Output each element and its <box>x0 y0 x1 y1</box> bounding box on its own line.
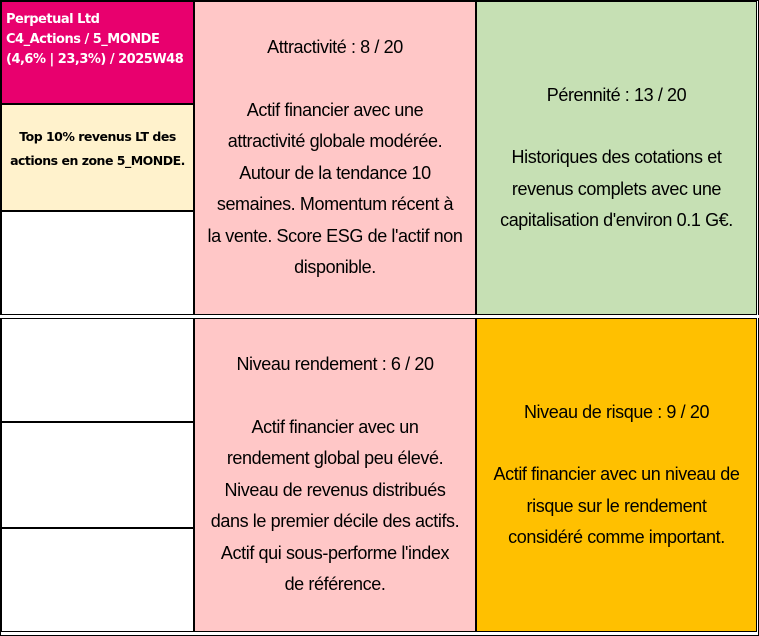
rendement-panel <box>194 318 476 632</box>
risque-heading: Niveau de risque : 9 / 20 <box>523 401 710 422</box>
attractivite-line: la vente. Score ESG de l'actif non <box>207 225 463 246</box>
attractivite-line: disponible. <box>294 257 376 278</box>
asset-title-block <box>1 1 194 104</box>
attractivite-line: attractivité globale modérée. <box>227 131 443 152</box>
rendement-line: dans le premier décile des actifs. <box>210 511 460 532</box>
perennite-line: Historiques des cotations et <box>511 147 722 167</box>
rendement-line: de référence. <box>284 574 386 595</box>
summary-line-1: Top 10% revenus LT des <box>19 129 176 144</box>
rendement-line: Niveau de revenus distribués <box>224 479 446 500</box>
empty-cell-3 <box>1 422 194 528</box>
attractivite-line: Actif financier avec une <box>246 99 424 120</box>
attractivite-panel <box>194 1 476 315</box>
perennite-line: revenus complets avec une <box>511 178 722 199</box>
perennite-panel <box>476 1 757 315</box>
summary-line-2: actions en zone 5_MONDE. <box>10 153 185 168</box>
asset-summary-block <box>1 104 194 211</box>
risque-line: considéré comme important. <box>508 527 725 547</box>
empty-cell-1 <box>1 211 194 315</box>
attractivite-line: Autour de la tendance 10 <box>239 162 431 183</box>
risque-panel <box>476 318 757 632</box>
risque-text <box>494 459 740 554</box>
risque-line: risque sur le rendement <box>526 495 707 516</box>
rendement-line: rendement global peu élevé. <box>226 448 444 469</box>
perennite-heading: Pérennité : 13 / 20 <box>546 84 687 105</box>
asset-stats: (4,6% | 23,3%) / 2025W48 <box>6 52 184 67</box>
rendement-line: Actif qui sous-performe l'index <box>220 542 450 563</box>
rendement-text <box>211 412 460 601</box>
rendement-heading: Niveau rendement : 6 / 20 <box>236 354 434 375</box>
rendement-line: Actif financier avec un <box>251 416 419 437</box>
asset-name: Perpetual Ltd <box>6 12 100 27</box>
risque-line: Actif financier avec un niveau de <box>493 464 740 484</box>
perennite-line: capitalisation d'environ 0.1 G€. <box>500 210 733 230</box>
asset-category: C4_Actions / 5_MONDE <box>6 32 160 47</box>
attractivite-line: semaines. Momentum récent à <box>216 194 454 215</box>
empty-cell-2 <box>1 318 194 422</box>
attractivite-heading: Attractivité : 8 / 20 <box>267 37 403 58</box>
attractivite-text <box>208 95 463 284</box>
empty-cell-4 <box>1 528 194 632</box>
perennite-text <box>500 142 733 237</box>
